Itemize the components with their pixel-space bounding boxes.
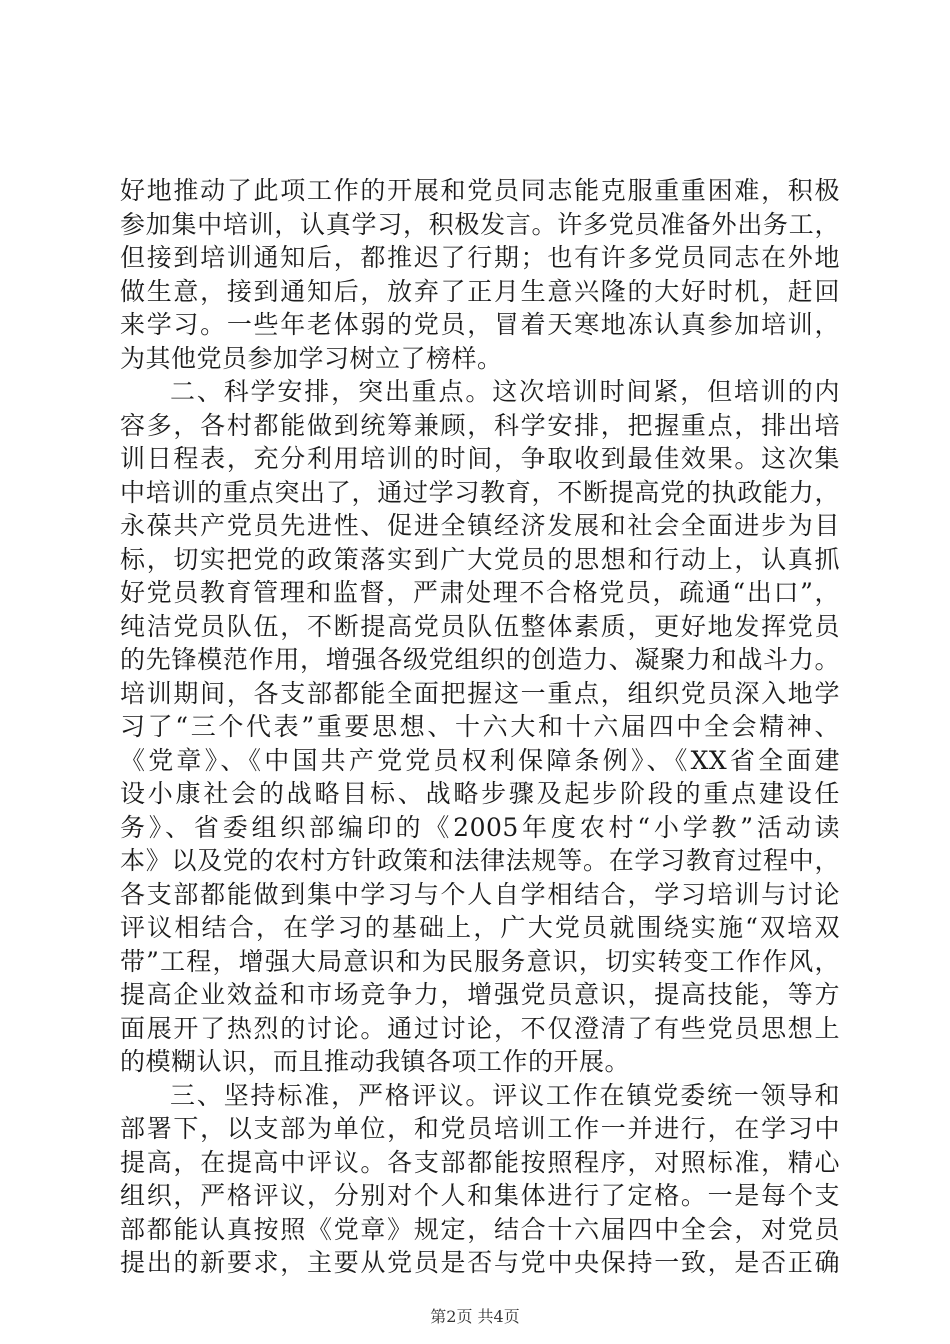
text-line: 来学习。一些年老体弱的党员，冒着天寒地冻认真参加培训， bbox=[120, 310, 840, 339]
text-line: 组织，严格评议，分别对个人和集体进行了定格。一是每个支 bbox=[120, 1181, 840, 1210]
text-line: 为其他党员参加学习树立了榜样。 bbox=[120, 343, 503, 373]
paragraph-heading-line: 三、坚持标准，严格评议。评议工作在镇党委统一领导和 bbox=[170, 1080, 840, 1110]
text-line: 提高，在提高中评议。各支部都能按照程序，对照标准，精心 bbox=[120, 1147, 840, 1177]
text-line: 培训期间，各支部都能全面把握这一重点，组织党员深入地学 bbox=[120, 678, 840, 708]
text-line: 纯洁党员队伍，不断提高党员队伍整体素质，更好地发挥党员 bbox=[120, 611, 840, 641]
paragraph-heading-line: 二、科学安排，突出重点。这次培训时间紧，但培训的内 bbox=[170, 377, 840, 406]
text-line: 的先锋模范作用，增强各级党组织的创造力、凝聚力和战斗力。 bbox=[120, 645, 840, 674]
text-line: 本》以及党的农村方针政策和法律法规等。在学习教育过程中， bbox=[120, 846, 840, 875]
text-line: 提高企业效益和市场竞争力，增强党员意识，提高技能，等方 bbox=[120, 980, 840, 1009]
text-line: 部署下，以支部为单位，和党员培训工作一并进行，在学习中 bbox=[120, 1114, 840, 1143]
body-text bbox=[120, 174, 840, 1280]
text-line: 设小康社会的战略目标、战略步骤及起步阶段的重点建设任 bbox=[120, 779, 840, 808]
text-line: 部都能认真按照《党章》规定，结合十六届四中全会，对党员 bbox=[120, 1214, 840, 1244]
text-line: 带”工程，增强大局意识和为民服务意识，切实转变工作作风， bbox=[120, 946, 840, 976]
text-line: 容多，各村都能做到统筹兼顾，科学安排，把握重点，排出培 bbox=[120, 410, 840, 440]
text-line: 标，切实把党的政策落实到广大党员的思想和行动上，认真抓 bbox=[120, 544, 840, 574]
text-line: 提出的新要求，主要从党员是否与党中央保持一致，是否正确 bbox=[120, 1248, 840, 1277]
text-line: 习了“三个代表”重要思想、十六大和十六届四中全会精神、 bbox=[120, 712, 840, 741]
text-line: 参加集中培训，认真学习，积极发言。许多党员准备外出务工， bbox=[120, 209, 840, 239]
text-line: 好地推动了此项工作的开展和党员同志能克服重重困难，积极 bbox=[120, 176, 840, 205]
text-line: 评议相结合，在学习的基础上，广大党员就围绕实施“双培双 bbox=[120, 913, 840, 942]
text-line: 永葆共产党员先进性、促进全镇经济发展和社会全面进步为目 bbox=[120, 511, 840, 540]
text-line: 面展开了热烈的讨论。通过讨论，不仅澄清了有些党员思想上 bbox=[120, 1013, 840, 1043]
text-line: 但接到培训通知后，都推迟了行期；也有许多党员同志在外地 bbox=[120, 243, 840, 272]
page-number-label: 第2页 共4页 bbox=[430, 1307, 520, 1326]
page-footer bbox=[0, 1304, 950, 1327]
text-line: 的模糊认识，而且推动我镇各项工作的开展。 bbox=[120, 1047, 631, 1076]
text-line: 务》、省委组织部编印的《2005年度农村“小学教”活动读 bbox=[120, 812, 840, 842]
text-line: 《党章》、《中国共产党党员权利保障条例》、《XX省全面建 bbox=[120, 745, 840, 775]
text-line: 训日程表，充分利用培训的时间，争取收到最佳效果。这次集 bbox=[120, 444, 840, 473]
text-line: 中培训的重点突出了，通过学习教育，不断提高党的执政能力， bbox=[120, 477, 840, 507]
text-line: 各支部都能做到集中学习与个人自学相结合，学习培训与讨论 bbox=[120, 879, 840, 909]
text-line: 好党员教育管理和监督，严肃处理不合格党员，疏通“出口”， bbox=[120, 578, 840, 607]
text-line: 做生意，接到通知后，放弃了正月生意兴隆的大好时机，赶回 bbox=[120, 276, 840, 306]
